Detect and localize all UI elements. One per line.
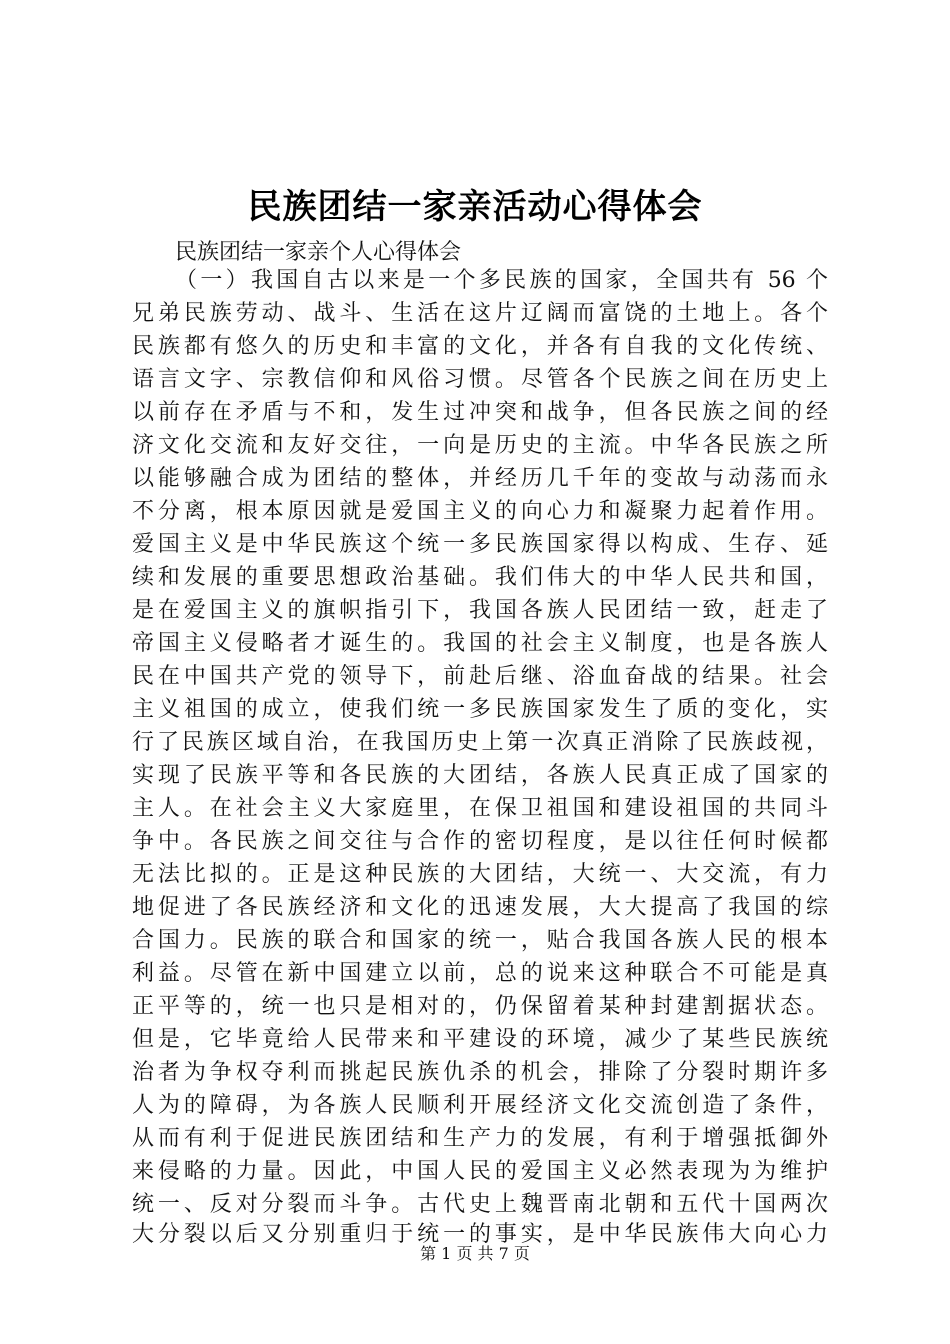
document-title: 民族团结一家亲活动心得体会 — [247, 187, 703, 227]
page-number-footer: 第 1 页 共 7 页 — [420, 1244, 530, 1263]
body-line: 实现了民族平等和各民族的大团结，各族人民真正成了国家的 — [132, 763, 828, 788]
body-line: 利益。尽管在新中国建立以前，总的说来这种联合不可能是真 — [132, 961, 828, 986]
body-line: 爱国主义是中华民族这个统一多民族国家得以构成、生存、延 — [132, 532, 828, 557]
body-line: 统一、反对分裂而斗争。古代史上魏晋南北朝和五代十国两次 — [132, 1192, 828, 1217]
body-line: 不分离，根本原因就是爱国主义的向心力和凝聚力起着作用。 — [132, 499, 828, 524]
body-line: 地促进了各民族经济和文化的迅速发展，大大提高了我国的综 — [132, 895, 828, 920]
body-line: 兄弟民族劳动、战斗、生活在这片辽阔而富饶的土地上。各个 — [132, 301, 828, 326]
body-line: 民族都有悠久的历史和丰富的文化，并各有自我的文化传统、 — [132, 334, 828, 359]
body-line: 合国力。民族的联合和国家的统一，贴合我国各族人民的根本 — [132, 928, 828, 953]
body-line: 以前存在矛盾与不和，发生过冲突和战争，但各民族之间的经 — [132, 400, 828, 425]
body-line: 但是，它毕竟给人民带来和平建设的环境，减少了某些民族统 — [132, 1027, 828, 1052]
body-line: 人为的障碍，为各族人民顺利开展经济文化交流创造了条件， — [132, 1093, 828, 1118]
document-subtitle: 民族团结一家亲个人心得体会 — [175, 240, 462, 265]
body-line: 无法比拟的。正是这种民族的大团结，大统一、大交流，有力 — [132, 862, 828, 887]
body-line: 济文化交流和友好交往，一向是历史的主流。中华各民族之所 — [132, 433, 828, 458]
body-line: 争中。各民族之间交往与合作的密切程度，是以往任何时候都 — [132, 829, 828, 854]
body-line: 正平等的，统一也只是相对的，仍保留着某种封建割据状态。 — [132, 994, 828, 1019]
body-line: 以能够融合成为团结的整体，并经历几千年的变故与动荡而永 — [132, 466, 828, 491]
body-line: 从而有利于促进民族团结和生产力的发展，有利于增强抵御外 — [132, 1126, 828, 1151]
body-line: 续和发展的重要思想政治基础。我们伟大的中华人民共和国， — [132, 565, 828, 590]
body-line: 民在中国共产党的领导下，前赴后继、浴血奋战的结果。社会 — [132, 664, 828, 689]
body-line: 来侵略的力量。因此，中国人民的爱国主义必然表现为为维护 — [132, 1159, 828, 1184]
body-line: 语言文字、宗教信仰和风俗习惯。尽管各个民族之间在历史上 — [132, 367, 828, 392]
body-line: 帝国主义侵略者才诞生的。我国的社会主义制度，也是各族人 — [132, 631, 828, 656]
body-line: 主人。在社会主义大家庭里，在保卫祖国和建设祖国的共同斗 — [132, 796, 828, 821]
body-line: 是在爱国主义的旗帜指引下，我国各族人民团结一致，赶走了 — [132, 598, 828, 623]
body-line: （一）我国自古以来是一个多民族的国家，全国共有 56 个 — [175, 268, 828, 293]
body-line: 主义祖国的成立，使我们统一多民族国家发生了质的变化，实 — [132, 697, 828, 722]
body-line: 行了民族区域自治，在我国历史上第一次真正消除了民族歧视， — [132, 730, 828, 755]
body-line: 治者为争权夺利而挑起民族仇杀的机会，排除了分裂时期许多 — [132, 1060, 828, 1085]
body-line: 大分裂以后又分别重归于统一的事实，是中华民族伟大向心力 — [132, 1222, 828, 1247]
